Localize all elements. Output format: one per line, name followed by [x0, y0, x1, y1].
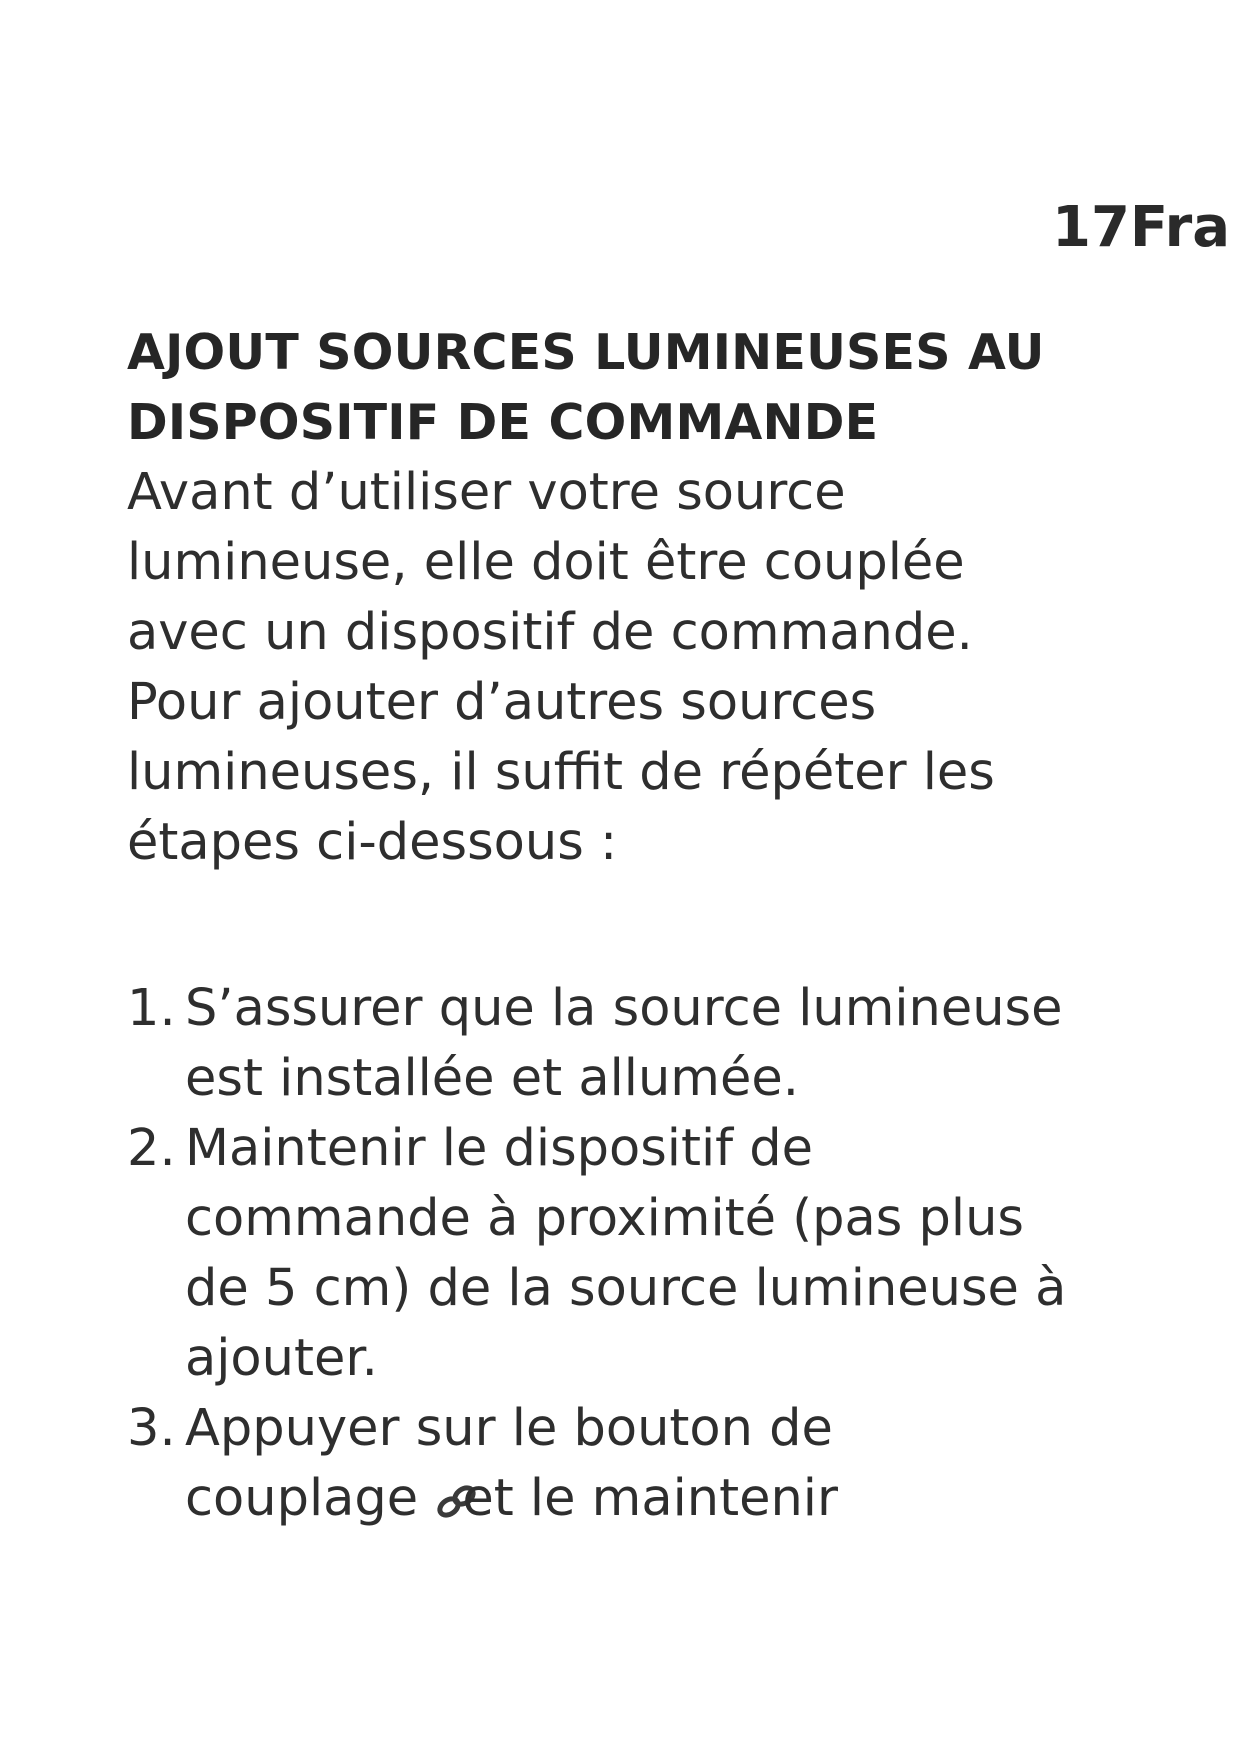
- intro-line: Avant d’utiliser votre source: [127, 463, 846, 522]
- intro-line: lumineuses, il suffit de répéter les: [127, 743, 995, 802]
- step-text-fragment: couplage: [185, 1469, 435, 1528]
- heading-line: DISPOSITIF DE COMMANDE: [127, 394, 879, 451]
- step-number: 2.: [127, 1119, 176, 1178]
- intro-line: lumineuse, elle doit être couplée: [127, 533, 965, 592]
- step-number: 1.: [127, 979, 176, 1038]
- page-number: 17Fra: [1052, 195, 1231, 260]
- step-item: [127, 1394, 1137, 1534]
- step-text-fragment: et le maintenir: [462, 1469, 838, 1528]
- intro-paragraph: [127, 458, 1137, 878]
- step-text-line: ajouter.: [185, 1329, 378, 1388]
- step-item: [127, 1114, 1137, 1394]
- manual-section: [127, 318, 1137, 1534]
- step-text-line: Maintenir le dispositif de: [185, 1119, 814, 1178]
- steps-list: [127, 974, 1137, 1534]
- step-text-line: commande à proximité (pas plus: [185, 1189, 1024, 1248]
- intro-line: Pour ajouter d’autres sources: [127, 673, 877, 732]
- intro-line: étapes ci-dessous :: [127, 813, 618, 872]
- heading-line: AJOUT SOURCES LUMINEUSES AU: [127, 324, 1045, 381]
- intro-line: avec un dispositif de commande.: [127, 603, 973, 662]
- step-text-line: [185, 1464, 1137, 1534]
- section-heading: [127, 318, 1137, 458]
- step-number: 3.: [127, 1399, 176, 1458]
- step-text-line: est installée et allumée.: [185, 1049, 799, 1108]
- step-text-line: S’assurer que la source lumineuse: [185, 979, 1063, 1038]
- step-item: [127, 974, 1137, 1114]
- step-text-line: de 5 cm) de la source lumineuse à: [185, 1259, 1067, 1318]
- step-text-line: Appuyer sur le bouton de: [185, 1399, 833, 1458]
